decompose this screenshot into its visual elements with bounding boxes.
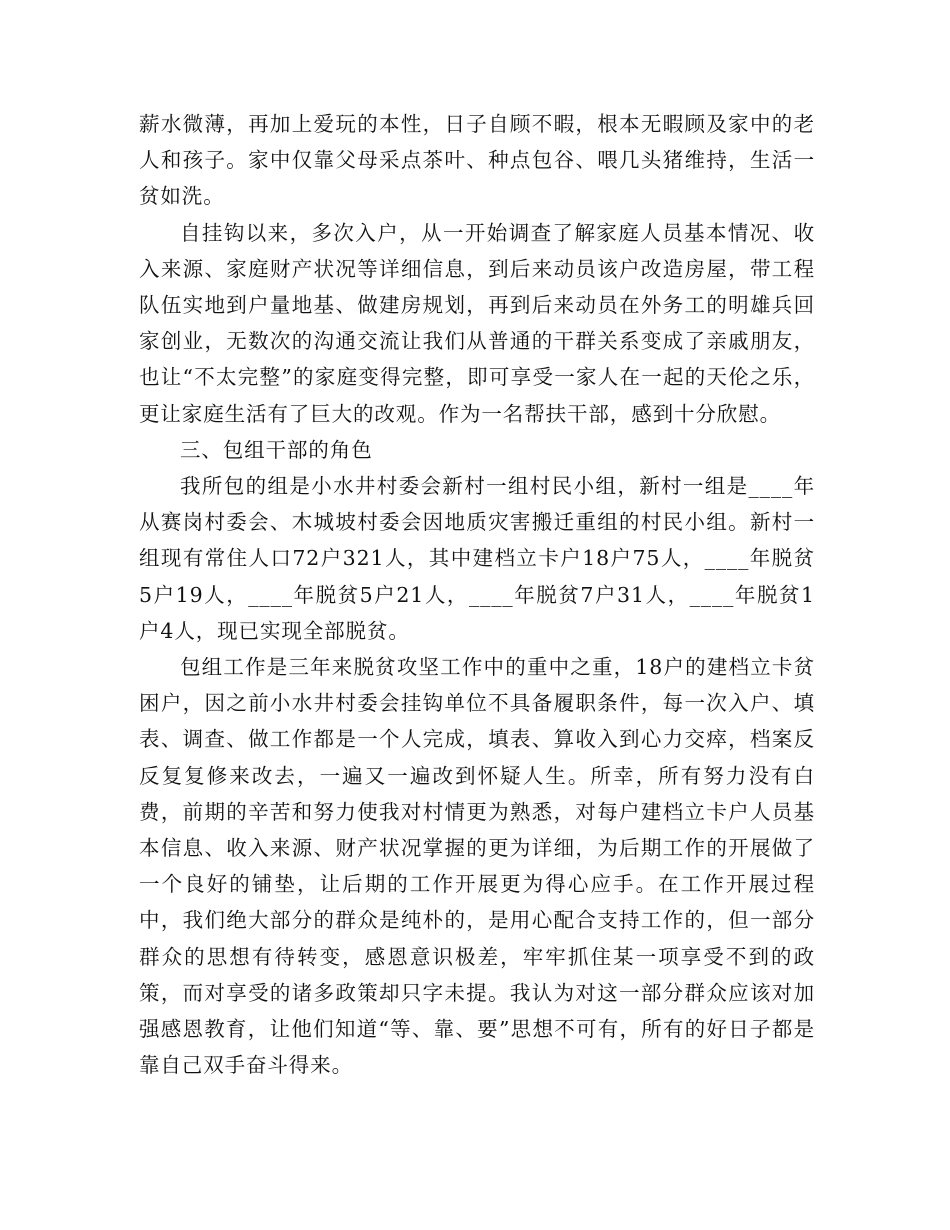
document-body — [139, 106, 815, 1083]
paragraph-group-work: 包组工作是三年来脱贫攻坚工作中的重中之重，18户的建档立卡贫困户，因之前小水井村委会挂钩单位不具备履职条件，每一次入户、填表、调查、做工作都是一个人完成，填表、算收入到心力交瘁，档案反反复复修来改去，一遍又一遍改到怀疑人生。所幸，所有努力没有白费，前期的辛苦和努力使我对村情更为熟悉，对每户建档立卡户人员基本信息、收入来源、财产状况掌握的更为详细，为后期工作的开展做了一个良好的铺垫，让后期的工作开展更为得心应手。在工作开展过程中，我们绝大部分的群众是纯朴的，是用心配合支持工作的，但一部分群众的思想有待转变，感恩意识极差，牢牢抓住某一项享受不到的政策，而对享受的诸多政策却只字未提。我认为对这一部分群众应该对加强感恩教育，让他们知道“等、靠、要”思想不可有，所有的好日子都是靠自己双手奋斗得来。 — [139, 655, 815, 1078]
paragraph-continued: 薪水微薄，再加上爱玩的本性，日子自顾不暇，根本无暇顾及家中的老人和孩子。家中仅靠父母采点茶叶、种点包谷、喂几头猪维持，生活一贫如洗。 — [139, 112, 815, 209]
paragraph-group-overview: 我所包的组是小水井村委会新村一组村民小组，新村一组是____年从赛岗村委会、木城坡村委会因地质灾害搬迁重组的村民小组。新村一组现有常住人口72户321人，其中建档立卡户18户75人，____年脱贫5户19人，____年脱贫5户21人，____年脱贫7户31人，____年脱贫1户4人，现已实现全部脱贫。 — [139, 474, 815, 643]
section-heading: 三、包组干部的角色 — [180, 437, 373, 462]
paragraph-assistance-story: 自挂钩以来，多次入户，从一开始调查了解家庭人员基本情况、收入来源、家庭财产状况等详细信息，到后来动员该户改造房屋，带工程队伍实地到户量地基、做建房规划，再到后来动员在外务工的明雄兵回家创业，无数次的沟通交流让我们从普通的干群关系变成了亲戚朋友，也让“不太完整”的家庭变得完整，即可享受一家人在一起的天伦之乐，更让家庭生活有了巨大的改观。作为一名帮扶干部，感到十分欣慰。 — [139, 220, 815, 426]
